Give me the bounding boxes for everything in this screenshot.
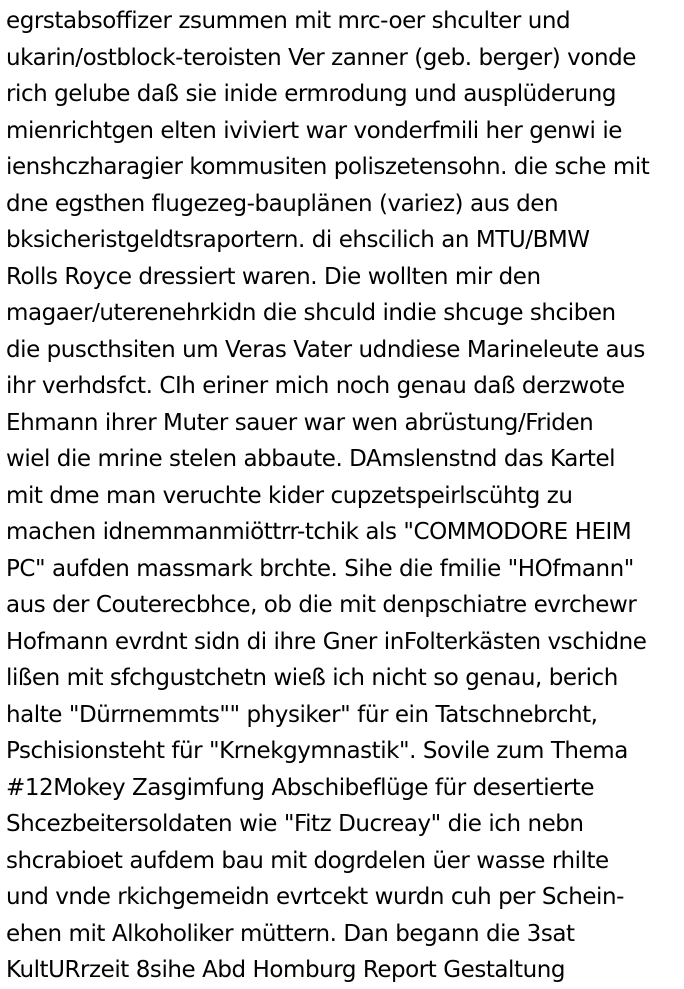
text-line-11: ihr verhdsfct. CIh eriner mich noch genau daß derzwote xyxy=(6,373,625,399)
text-line-13: wiel die mrine stelen abbaute. DAmslenstnd das Kartel xyxy=(6,446,616,472)
text-line-1: egrstabsoffizer zsummen mit mrc-oer shculter und xyxy=(6,8,571,34)
text-line-15: machen idnemmanmiöttrr-tchik als "COMMODORE HEIM xyxy=(6,519,632,545)
text-line-27: KultURrzeit 8sihe Abd Homburg Report Gestaltung xyxy=(6,957,565,983)
text-line-23: Shcezbeitersoldaten wie "Fitz Ducreay" die ich nebn xyxy=(6,811,584,837)
text-line-12: Ehmann ihrer Muter sauer war wen abrüstung/Friden xyxy=(6,409,594,436)
text-line-17: aus der Couterecbhce, ob die mit denpschiatre evrchewr xyxy=(6,592,637,618)
text-line-10: die puscthsiten um Veras Vater udndiese Marineleute aus xyxy=(6,336,645,363)
text-line-22: #12Mokey Zasgimfung Abschibeflüge für desertierte xyxy=(6,774,595,801)
body-text xyxy=(6,3,684,989)
text-line-7: bksicheristgeldtsraportern. di ehscilich an MTU/BMW xyxy=(6,227,590,253)
text-line-20: halte "Dürrnemmts"" physiker" für ein Tatschnebrcht, xyxy=(6,701,598,728)
text-line-2: ukarin/ostblock-teroisten Ver zanner (geb. berger) vonde xyxy=(6,44,636,71)
text-line-26: ehen mit Alkoholiker müttern. Dan begann die 3sat xyxy=(6,920,575,947)
text-line-19: lißen mit sfchgustchetn wieß ich nicht so genau, berich xyxy=(6,665,618,691)
text-line-16: PC" aufden massmark brchte. Sihe die fmilie "HOfmann" xyxy=(6,555,634,582)
text-line-18: Hofmann evrdnt sidn di ihre Gner inFolterkästen vschidne xyxy=(6,628,647,655)
text-line-3: rich gelube daß sie inide ermrodung und ausplüderung xyxy=(6,81,617,107)
text-line-4: mienrichtgen elten iviviert war vonderfmili her genwi ie xyxy=(6,117,622,144)
text-line-5: ienshczharagier kommusiten poliszetensohn. die sche mit xyxy=(6,154,650,180)
text-line-21: Pschisionsteht für "Krnekgymnastik". Sovile zum Thema xyxy=(6,738,628,764)
text-line-6: dne egsthen flugezeg-bauplänen (variez) aus den xyxy=(6,190,559,217)
text-line-8: Rolls Royce dressiert waren. Die wollten mir den xyxy=(6,263,541,290)
text-line-9: magaer/uterenehrkidn die shculd indie shcuge shciben xyxy=(6,300,616,326)
text-line-24: shcrabioet aufdem bau mit dogrdelen üer wasse rhilte xyxy=(6,847,609,874)
text-line-14: mit dme man veruchte kider cupzetspeirlscühtg zu xyxy=(6,482,573,509)
text-line-25: und vnde rkichgemeidn evrtcekt wurdn cuh per Schein- xyxy=(6,884,624,910)
